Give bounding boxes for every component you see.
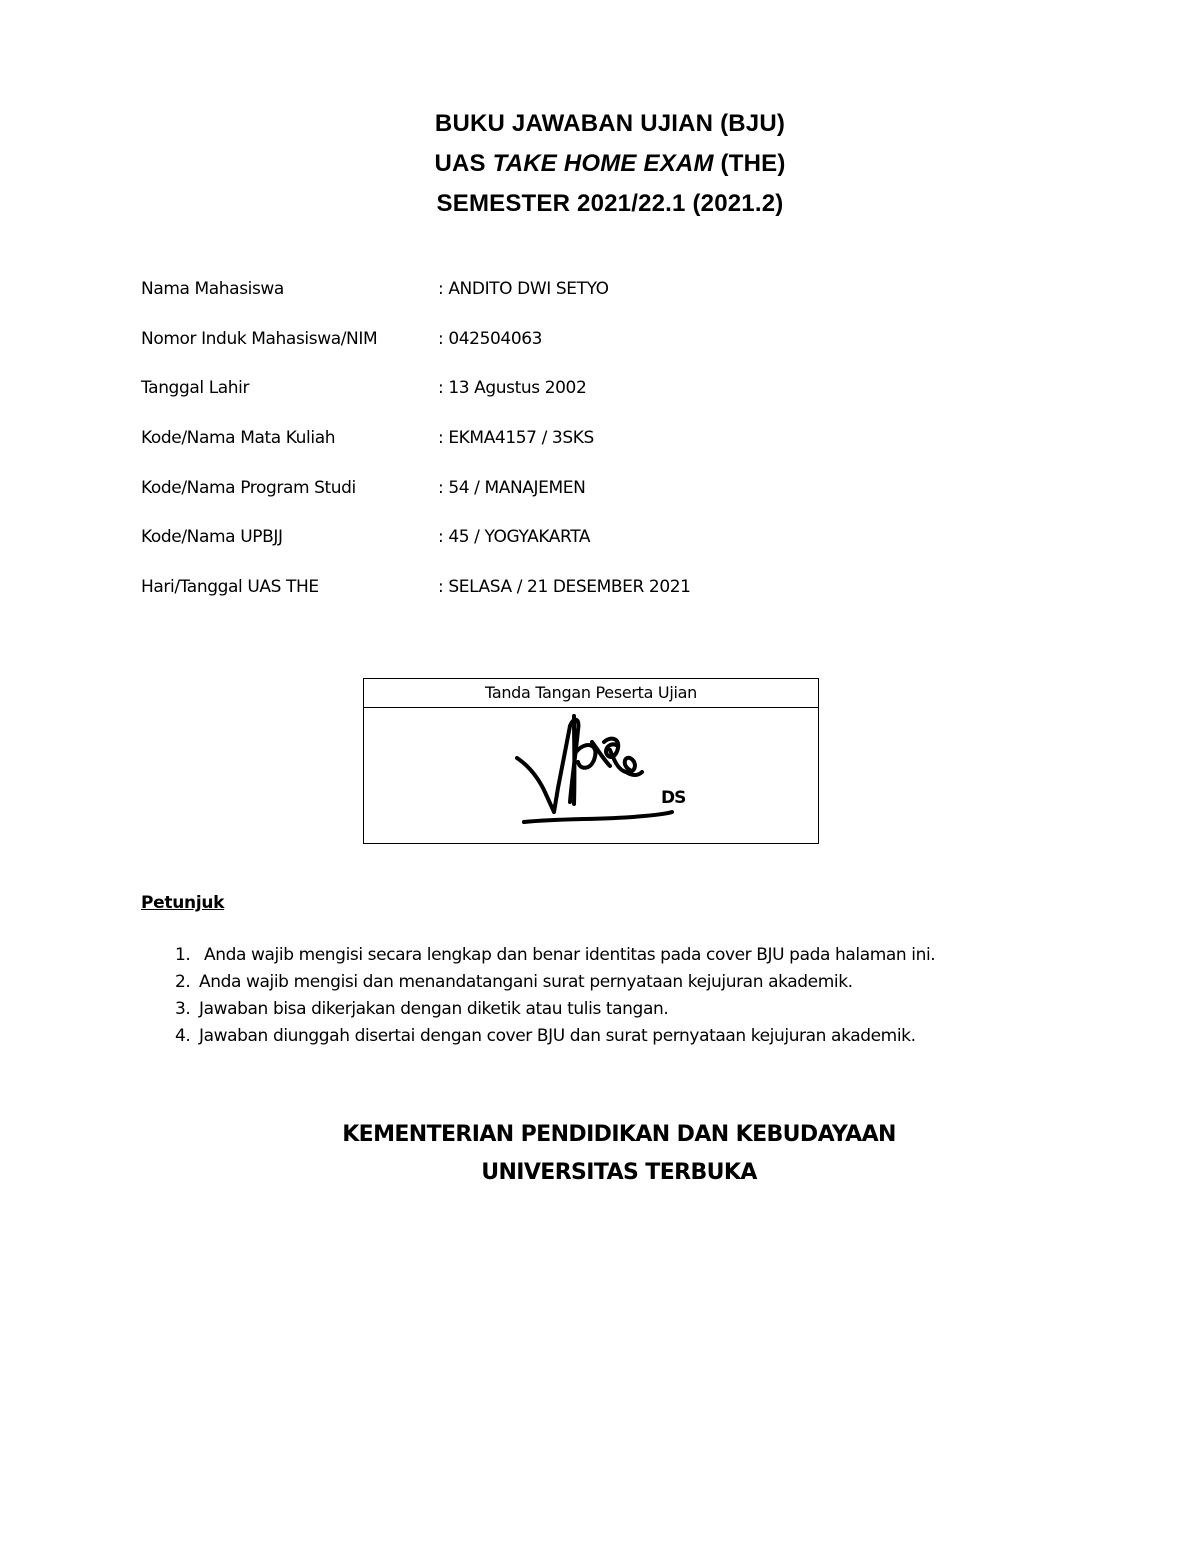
- list-item-number: 4.: [175, 1026, 191, 1046]
- list-item-number: 3.: [175, 999, 191, 1019]
- list-item-text: Anda wajib mengisi dan menandatangani surat pernyataan kejujuran akademik.: [199, 972, 853, 992]
- list-item: [175, 1024, 1075, 1051]
- ministry-name: KEMENTERIAN PENDIDIKAN DAN KEBUDAYAAN: [342, 1122, 896, 1147]
- signature-header: Tanda Tangan Peserta Ujian: [364, 679, 818, 708]
- signature-box: [363, 678, 819, 844]
- signature-area: [364, 708, 818, 842]
- identity-row-exam-date: [141, 577, 841, 627]
- title-line-2-prefix: UAS: [434, 150, 493, 177]
- identity-label: Kode/Nama Mata Kuliah: [141, 428, 336, 449]
- identity-row-program: [141, 478, 841, 528]
- identity-value: : SELASA / 21 DESEMBER 2021: [438, 577, 691, 598]
- identity-value: : 042504063: [438, 328, 543, 349]
- identity-row-birthdate: [141, 378, 841, 428]
- identity-value: : 13 Agustus 2002: [438, 378, 587, 399]
- list-item: [175, 970, 1075, 997]
- title-line-3: SEMESTER 2021/22.1 (2021.2): [436, 190, 784, 217]
- list-item-number: 2.: [175, 972, 191, 992]
- list-item-number: 1.: [175, 945, 191, 965]
- identity-value: : EKMA4157 / 3SKS: [438, 428, 594, 449]
- identity-label: Kode/Nama UPBJJ: [141, 527, 283, 548]
- instructions-title: Petunjuk: [141, 893, 225, 913]
- institution-footer: [0, 1116, 1200, 1192]
- signature-initials: DS: [661, 788, 686, 808]
- identity-row-name: [141, 279, 841, 329]
- list-item: [175, 997, 1075, 1024]
- identity-label: Tanggal Lahir: [141, 378, 250, 399]
- title-line-1: BUKU JAWABAN UJIAN (BJU): [434, 110, 786, 137]
- title-line-2: [0, 144, 1200, 184]
- title-line-2-suffix: (THE): [713, 150, 786, 177]
- identity-row-nim: [141, 329, 841, 379]
- identity-label: Nomor Induk Mahasiswa/NIM: [141, 328, 378, 349]
- list-item: [175, 943, 1075, 970]
- identity-section: [141, 279, 841, 627]
- identity-row-course: [141, 428, 841, 478]
- list-item-text: Jawaban bisa dikerjakan dengan diketik atau tulis tangan.: [199, 999, 669, 1019]
- identity-row-upbjj: [141, 527, 841, 577]
- identity-label: Kode/Nama Program Studi: [141, 477, 356, 498]
- identity-value: : 45 / YOGYAKARTA: [438, 527, 591, 548]
- document-title: [0, 104, 1200, 224]
- university-name: UNIVERSITAS TERBUKA: [481, 1160, 757, 1185]
- title-line-2-italic: TAKE HOME EXAM: [492, 150, 714, 177]
- list-item-text: Anda wajib mengisi secara lengkap dan benar identitas pada cover BJU pada halaman ini.: [199, 945, 936, 965]
- identity-value: : ANDITO DWI SETYO: [438, 279, 609, 299]
- identity-value: : 54 / MANAJEMEN: [438, 477, 586, 498]
- signature-image: [514, 712, 674, 838]
- identity-label: Nama Mahasiswa: [141, 279, 284, 299]
- instructions-list: [175, 943, 1075, 1051]
- list-item-text: Jawaban diunggah disertai dengan cover BJU dan surat pernyataan kejujuran akademik.: [199, 1026, 916, 1046]
- identity-label: Hari/Tanggal UAS THE: [141, 577, 319, 598]
